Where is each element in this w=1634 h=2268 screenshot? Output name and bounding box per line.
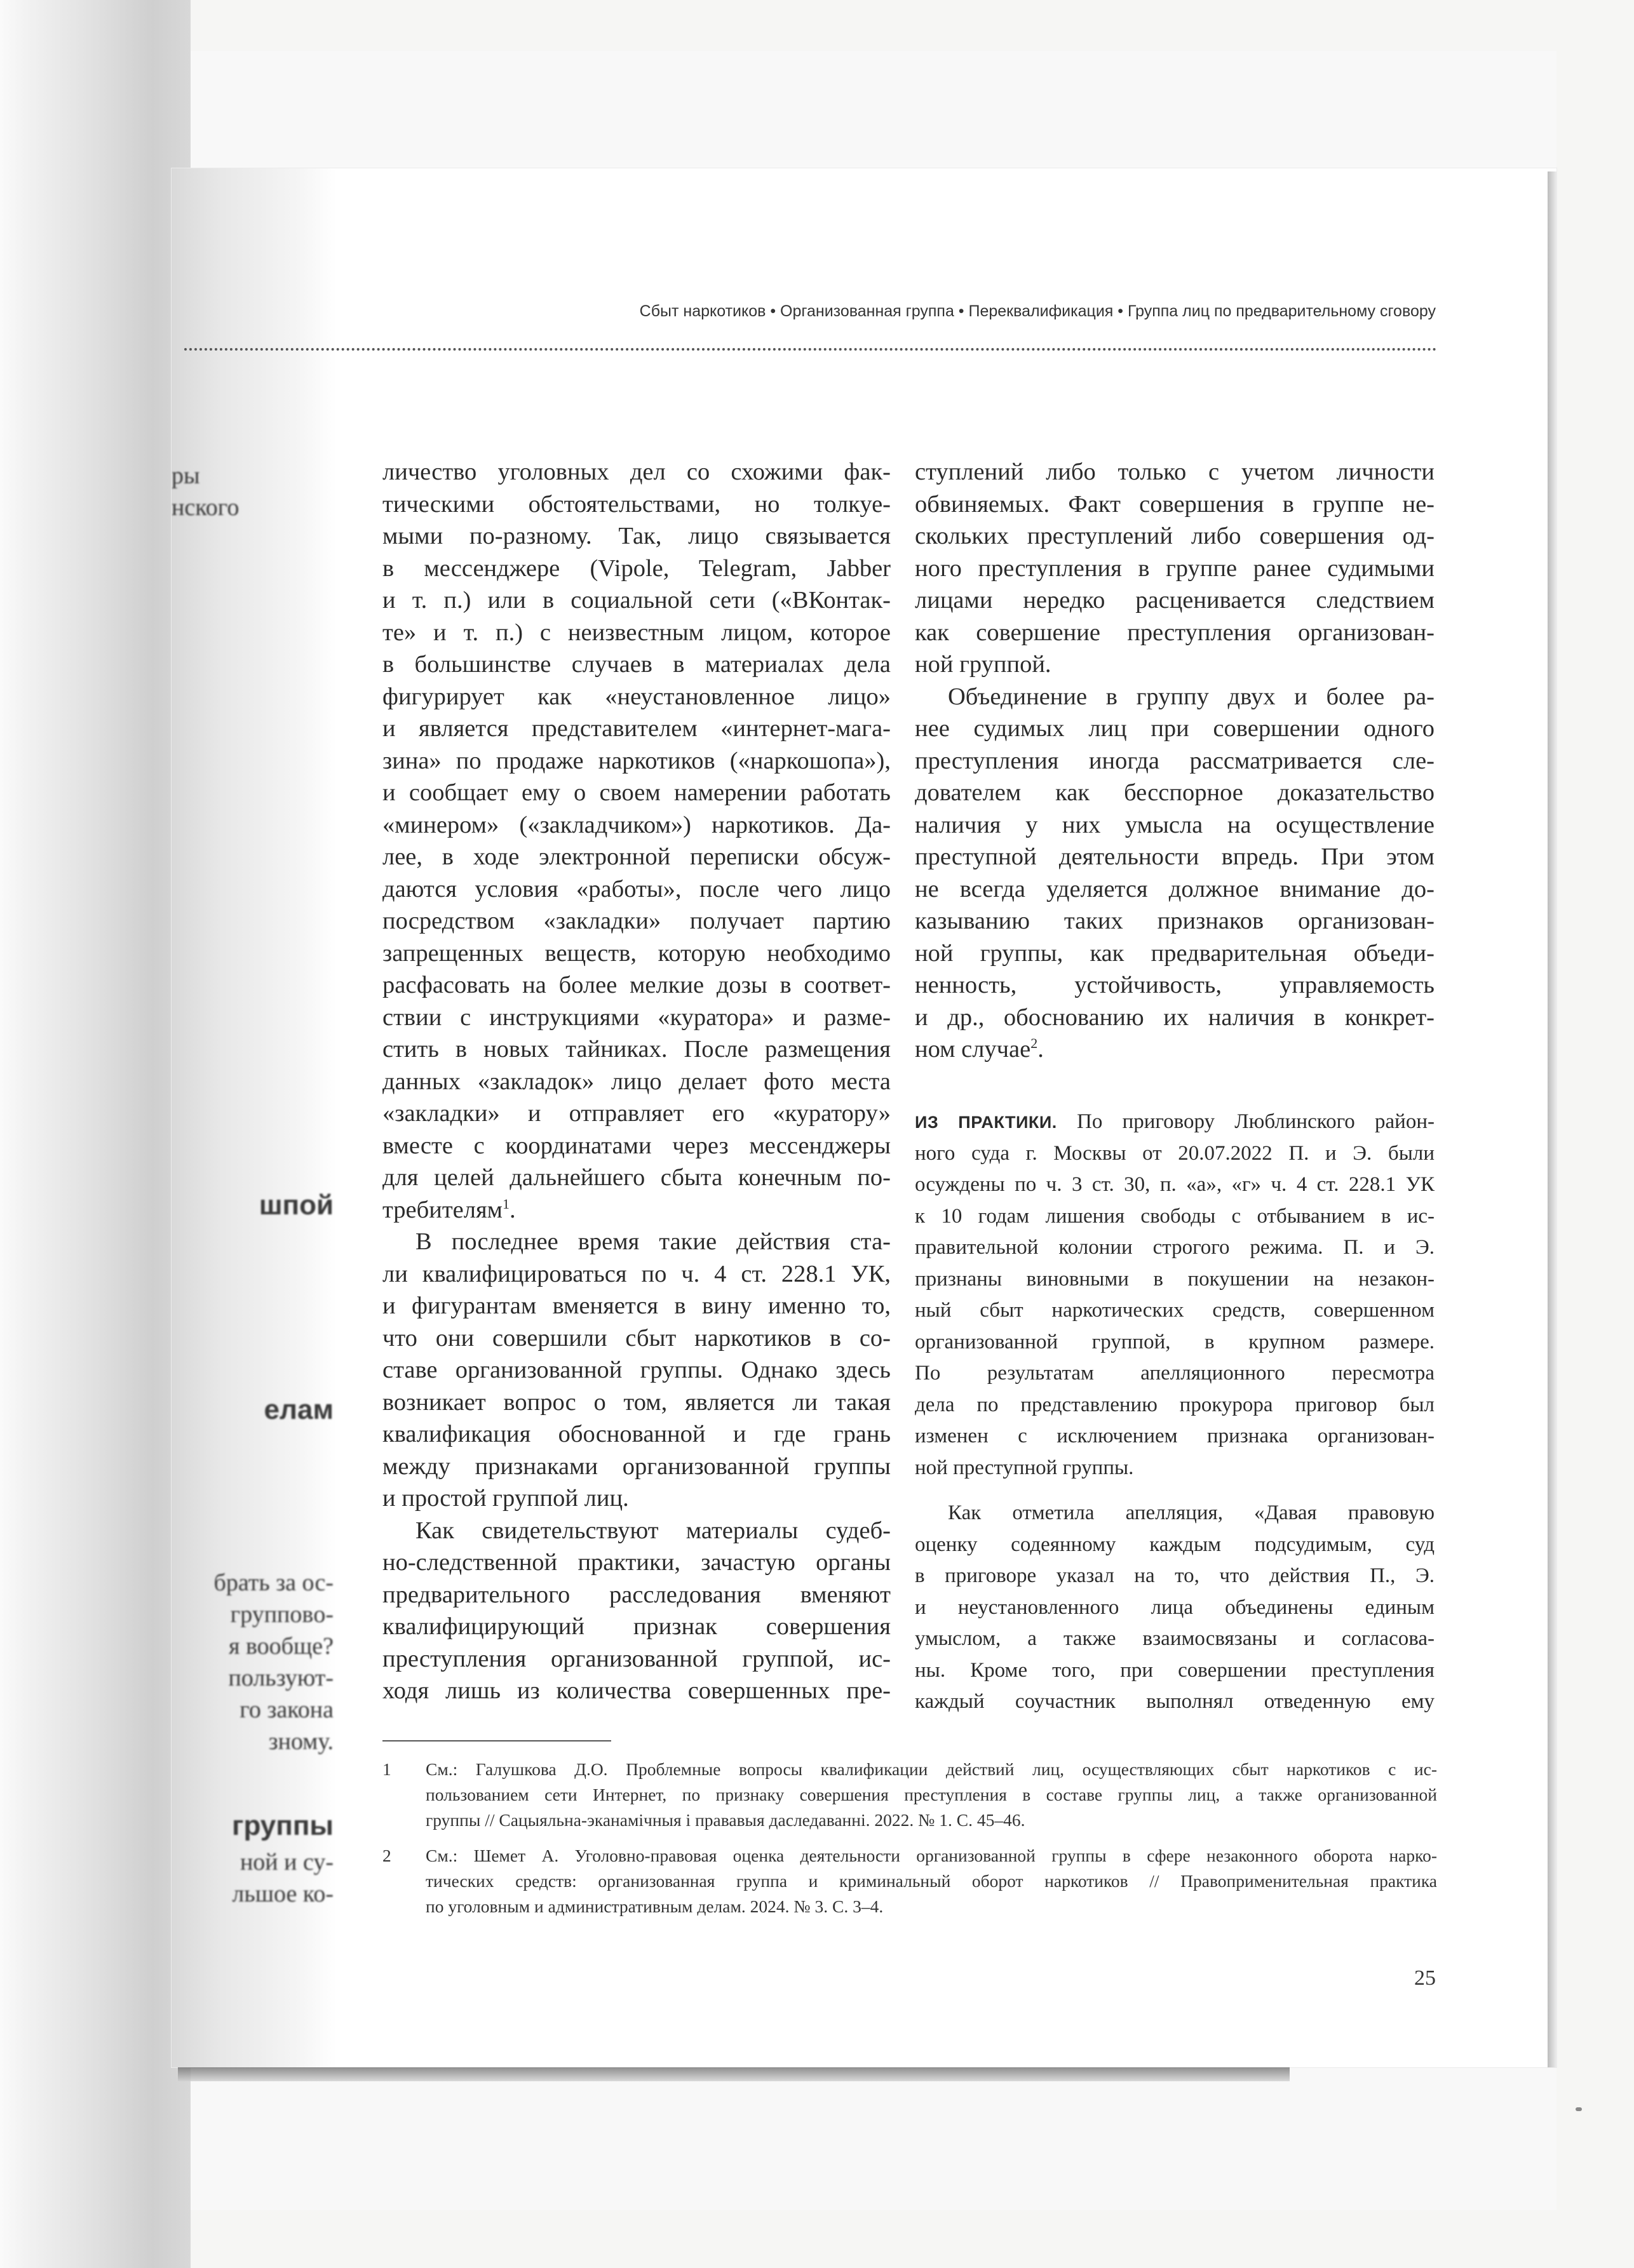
text-line: данных «закладок» лицо делает фото места: [382, 1068, 891, 1095]
text-line: посредством «закладки» получает партию: [382, 908, 891, 934]
header-dotted-rule: [184, 348, 1437, 351]
text-line: для целей дальнейшего сбыта конечным по-: [382, 1164, 891, 1191]
text-line: личество уголовных дел со схожими фак-: [382, 459, 891, 485]
scan-speck: [1576, 2107, 1582, 2111]
text-line: лее, в ходе электронной переписки обсуж-: [382, 843, 891, 870]
text-line: В последнее время такие действия ста-: [415, 1228, 891, 1255]
text-line: лицами нередко расценивается следствием: [915, 587, 1435, 614]
text-line: те» и т. п.) с неизвестным лицом, которое: [382, 619, 891, 646]
text-line: ного суда г. Москвы от 20.07.2022 П. и Э. были: [915, 1141, 1435, 1165]
text-line: что они совершили сбыт наркотиков в со-: [382, 1324, 891, 1352]
text-line: не всегда уделяется должное внимание до-: [915, 875, 1435, 903]
text-line: квалифицирующий признак совершения: [382, 1613, 891, 1640]
text-line: ненность, устойчивость, управляемость: [915, 972, 1435, 998]
text-line: вместе с координатами через мессенджеры: [382, 1132, 891, 1159]
fragment-heading: елам: [264, 1394, 334, 1425]
fragment-line: пользуют-: [228, 1665, 334, 1691]
text-line: в большинстве случаев в материалах дела: [382, 651, 891, 678]
text-line: и является представителем «интернет-мага-: [382, 715, 891, 742]
fragment-heading: группы: [232, 1810, 334, 1841]
practice-first-line: [915, 1106, 1435, 1138]
text-line: организованной группой, в крупном размере.: [915, 1330, 1435, 1353]
running-head: Сбыт наркотиков • Организованная группа • Переквалификация • Группа лиц по предварительному сговору: [639, 302, 1436, 320]
text-line: «закладки» и отправляет его «куратору»: [382, 1100, 891, 1127]
text-line: как совершение преступления организован-: [915, 619, 1435, 646]
text-line: ной преступной группы.: [915, 1456, 1134, 1479]
fragment-line: брать за ос-: [213, 1569, 334, 1596]
text-line: в мессенджере (Vipole, Telegram, Jabber: [382, 554, 891, 582]
fragment-line: го закона: [240, 1696, 334, 1723]
text-line: ном случае: [915, 1036, 1031, 1063]
text-line: «минером» («закладчиком») наркотиков. Да-: [382, 811, 891, 838]
text-line: изменен с исключением признака организован-: [915, 1425, 1435, 1447]
fragment-line: льшое ко-: [232, 1881, 334, 1907]
text-line: обвиняемых. Факт совершения в группе не-: [915, 490, 1435, 518]
footnote-number: 2: [382, 1846, 391, 1865]
footnote-2: [382, 1843, 1437, 1919]
text-line: предварительного расследования вменяют: [382, 1581, 891, 1608]
text-line: мыми по-разному. Так, лицо связывается: [382, 523, 891, 549]
text-line: ной группы, как предварительная объеди-: [915, 939, 1435, 967]
text-line: расфасовать на более мелкие дозы в соответ-: [382, 972, 891, 998]
scan-shadow: [0, 0, 191, 2268]
text-line: Объединение в группу двух и более ра-: [948, 683, 1435, 710]
page-number: 25: [1414, 1966, 1436, 1990]
text-line: требителям: [382, 1196, 503, 1223]
footnote-line: по уголовным и административным делам. 2024. № 3. С. 3–4.: [426, 1896, 884, 1916]
text-line: и др., обоснованию их наличия в конкрет-: [915, 1003, 1435, 1031]
text-line: даются условия «работы», после чего лицо: [382, 875, 891, 903]
text-line-with-footnote: ном случае$^2$.: [915, 1035, 1044, 1063]
text-line: оценку содеянному каждым подсудимым, суд: [915, 1533, 1435, 1556]
practice-block: [915, 1106, 1435, 1718]
text-line: По результатам апелляционного пересмотра: [915, 1362, 1435, 1385]
fragment-line: зному.: [268, 1728, 334, 1755]
footnote-line: См.: Галушкова Д.О. Проблемные вопросы квалификации действий лиц, осуществляющих сбыт наркотиков с ис-: [426, 1759, 1437, 1779]
text-line: преступления организованной группой, ис-: [382, 1645, 891, 1672]
text-line: зина» по продаже наркотиков («наркошопа»),: [382, 747, 891, 774]
text-line: скольких преступлений либо совершения од-: [915, 523, 1435, 549]
text-line: По приговору Люблинского район-: [1057, 1110, 1435, 1133]
text-line: ной группой.: [915, 651, 1051, 678]
text-line: тическими обстоятельствами, но толкуе-: [382, 490, 891, 518]
text-line: и сообщает ему о своем намерении работать: [382, 779, 891, 806]
previous-page-fragment: [172, 168, 337, 2067]
footnote-1: [382, 1757, 1437, 1833]
text-line: Как свидетельствуют материалы судеб-: [415, 1517, 891, 1544]
footnote-line: группы // Сацыяльна-эканамічныя і прававыя даследаванні. 2022. № 1. С. 45–46.: [426, 1810, 1025, 1830]
text-line: ходя лишь из количества совершенных пре-: [382, 1677, 891, 1704]
footnote-ref-2[interactable]: 2: [1030, 1035, 1038, 1052]
text-line: наличия у них умысла на осуществление: [915, 811, 1435, 838]
text-line: дователем как бесспорное доказательство: [915, 779, 1435, 806]
footnote-ref-1[interactable]: 1: [503, 1195, 510, 1212]
text-line: преступной деятельности впредь. При этом: [915, 843, 1435, 870]
text-line: ли квалифицироваться по ч. 4 ст. 228.1 УК,: [382, 1260, 891, 1287]
text-line: и неустановленного лица объединены единым: [915, 1595, 1435, 1619]
text-line: ствии с инструкциями «куратора» и разме-: [382, 1003, 891, 1031]
fragment-line: нского: [172, 494, 240, 521]
text-line: ступлений либо только с учетом личности: [915, 459, 1435, 485]
text-line: стить в новых тайниках. После размещения: [382, 1036, 891, 1063]
text-column-right: [915, 456, 1435, 1066]
text-line: ный сбыт наркотических средств, совершенном: [915, 1299, 1435, 1322]
text-line: возникает вопрос о том, является ли такая: [382, 1388, 891, 1416]
text-line: нее судимых лиц при совершении одного: [915, 715, 1435, 742]
fragment-line: ной и су-: [240, 1849, 334, 1875]
text-line: ставе организованной группы. Однако здесь: [382, 1357, 891, 1383]
text-line: правительной колонии строгого режима. П. и Э.: [915, 1236, 1435, 1259]
text-line: осуждены по ч. 3 ст. 30, п. «а», «г» ч. 4 ст. 228.1 УК: [915, 1173, 1435, 1196]
text-column-left: [382, 456, 891, 1707]
footnote-line: тических средств: организованная группа и криминальный оборот наркотиков // Правоприменительная практика: [426, 1871, 1437, 1891]
text-line: но-следственной практики, зачастую органы: [382, 1549, 891, 1576]
text-line: к 10 годам лишения свободы с отбыванием в ис-: [915, 1204, 1435, 1228]
fragment-heading: шпой: [259, 1190, 334, 1221]
text-line: квалификация обоснованной и где грань: [382, 1421, 891, 1447]
footnote-line: См.: Шемет А. Уголовно-правовая оценка деятельности организованной группы в сфере незаконного оборота нарко-: [426, 1846, 1437, 1865]
text-line: ного преступления в группе ранее судимыми: [915, 554, 1435, 582]
page-edge-shadow: [1548, 171, 1556, 2067]
text-line: фигурирует как «неустановленное лицо»: [382, 683, 891, 710]
text-line: и т. п.) или в социальной сети («ВКонтак-: [382, 587, 891, 614]
text-line: и фигурантам вменяется в вину именно то,: [382, 1292, 891, 1319]
footnote-rule: [382, 1740, 611, 1741]
fragment-line: я вообще?: [229, 1633, 334, 1660]
text-line: преступления иногда рассматривается сле-: [915, 747, 1435, 774]
fragment-line: групповo-: [230, 1601, 334, 1628]
footnote-line: пользованием сети Интернет, по признаку совершения преступления в составе группы лиц, а также организованной: [426, 1785, 1437, 1804]
text-line: умыслом, а также взаимосвязаны и согласова-: [915, 1627, 1435, 1650]
page-bottom-shadow: [178, 2067, 1290, 2081]
text-line: и простой группой лиц.: [382, 1485, 629, 1512]
footnote-number: 1: [382, 1759, 391, 1779]
text-line: между признаками организованной группы: [382, 1453, 891, 1480]
text-line: в приговоре указал на то, что действия П., Э.: [915, 1564, 1435, 1587]
text-line-with-footnote: требителям$^1$.: [382, 1195, 516, 1223]
text-line: признаны виновными в покушении на незакон-: [915, 1267, 1435, 1291]
practice-label: ИЗ ПРАКТИКИ.: [915, 1113, 1057, 1132]
text-line: ны. Кроме того, при совершении преступления: [915, 1658, 1435, 1682]
fragment-line: ры: [172, 462, 200, 489]
text-line: Как отметила апелляция, «Давая правовую: [948, 1501, 1435, 1524]
text-line: запрещенных веществ, которую необходимо: [382, 939, 891, 967]
text-line: каждый соучастник выполнял отведенную ему: [915, 1690, 1435, 1713]
text-line: казыванию таких признаков организован-: [915, 908, 1435, 934]
text-line: дела по представлению прокурора приговор был: [915, 1393, 1435, 1416]
